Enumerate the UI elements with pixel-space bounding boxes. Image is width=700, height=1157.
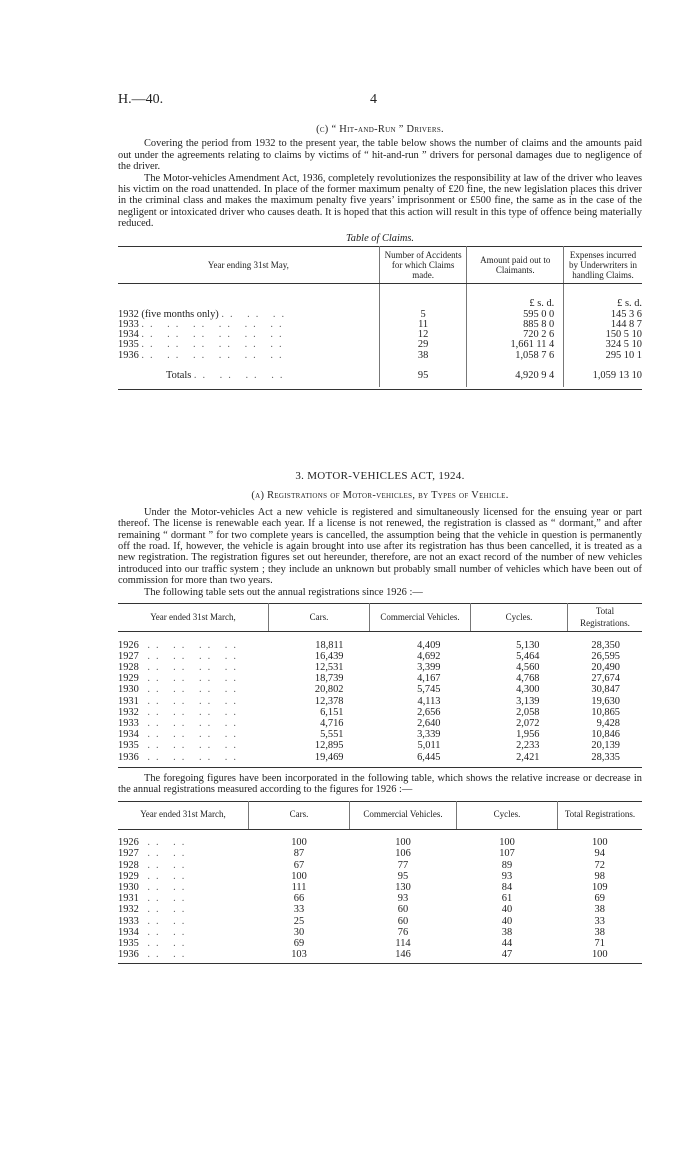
section-hit-and-run <box>118 124 642 390</box>
unit-label: £ s. d. <box>529 298 555 310</box>
rel-commercial: 93 <box>397 893 409 905</box>
reg-cycles: 2,058 <box>516 706 540 718</box>
rel-cycles: 93 <box>501 870 513 882</box>
reg-year: 1936 .. .. .. .. <box>118 751 242 763</box>
reg-commercial: 3,339 <box>417 729 441 741</box>
rel-commercial: 60 <box>397 904 409 916</box>
rel-cycles: 44 <box>501 937 513 949</box>
reg-cycles: 3,139 <box>516 695 540 707</box>
rel-cars: 111 <box>291 881 307 893</box>
reg-col-cars: Cars. <box>269 604 370 632</box>
rel-cars: 103 <box>291 949 307 961</box>
claims-row-count: 12 <box>379 330 467 340</box>
rel-cars: 69 <box>293 937 305 949</box>
rel-cars: 30 <box>293 926 305 938</box>
document-reference: H.—40. <box>118 92 164 107</box>
rel-cycles: 40 <box>501 915 513 927</box>
reg-commercial: 3,399 <box>417 661 441 673</box>
rel-commercial: 146 <box>395 949 411 961</box>
rel-cars: 100 <box>291 837 307 849</box>
rel-total: 69 <box>594 893 605 905</box>
registrations-table <box>118 603 642 763</box>
rel-commercial: 95 <box>397 870 409 882</box>
reg-total: 20,490 <box>591 661 620 673</box>
claims-col-expenses: Expenses incurred by Underwriters in handling Claims. <box>564 247 643 284</box>
rel-col-cars: Cars. <box>249 801 350 829</box>
claims-totals-label: Totals <box>166 370 192 382</box>
rel-year: 1934 .. .. <box>118 926 191 938</box>
reg-commercial: 5,745 <box>417 684 441 696</box>
reg-year: 1930 .. .. .. .. <box>118 684 242 696</box>
section-c-paragraph-1: Covering the period from 1932 to the present year, the table below shows the number of claims and the amounts paid out under the agreements relating to claims by victims of “ hit-and-run ” drivers for personal damages due to negligence of the driver. <box>118 138 642 173</box>
reg-cycles: 4,560 <box>516 661 540 673</box>
rel-cycles: 100 <box>499 837 515 849</box>
rel-total: 71 <box>594 937 605 949</box>
reg-cycles: 4,300 <box>516 684 540 696</box>
reg-total: 10,865 <box>591 706 620 718</box>
reg-col-commercial: Commercial Vehicles. <box>370 604 471 632</box>
divider <box>118 389 642 390</box>
rel-commercial: 100 <box>395 837 411 849</box>
rel-cars: 66 <box>293 893 305 905</box>
claims-row-count: 11 <box>379 320 467 330</box>
section-3-subtitle: (a) Registrations of Motor-vehicles, by Types of Vehicle. <box>251 490 509 502</box>
reg-year: 1929 .. .. .. .. <box>118 673 242 685</box>
reg-commercial: 6,445 <box>417 751 441 763</box>
reg-cars: 18,811 <box>315 639 344 651</box>
section-3-paragraph-1: Under the Motor-vehicles Act a new vehicle is registered and simultaneously licensed for the ensuing year or part thereof. The license is renewable each year. If a license is not renewed, the registration is classed as “ dormant,” and after remaining “ dormant ” for two complete years is cancelled, the assumption being that the vehicle in question is permanently off the road. If, however, the vehicle is again brought into use after its registration has thus been cancelled, it is treated as a new registration. The registration figures set out hereunder, therefore, are not an exact record of the number of new vehicles introduced into our traffic system ; they include an unknown but probably small number of vehicles which have been out of commission for more than two years. <box>118 506 642 587</box>
rel-year: 1931 .. .. <box>118 893 191 905</box>
rel-commercial: 106 <box>395 848 411 860</box>
rel-total: 38 <box>594 904 605 916</box>
reg-cars: 20,802 <box>314 684 344 696</box>
claims-row-year: 1936 <box>118 349 139 361</box>
rel-cars: 33 <box>293 904 305 916</box>
claims-row-paid: 595 0 0 <box>523 308 555 320</box>
reg-total: 26,595 <box>591 650 620 662</box>
reg-col-year: Year ended 31st March, <box>118 604 269 632</box>
rel-commercial: 76 <box>397 926 409 938</box>
rel-commercial: 130 <box>395 881 411 893</box>
reg-cycles: 2,421 <box>516 751 540 763</box>
rel-cycles: 38 <box>501 926 513 938</box>
rel-cycles: 84 <box>501 881 513 893</box>
reg-cars: 6,151 <box>320 706 344 718</box>
reg-commercial: 4,167 <box>417 673 441 685</box>
reg-commercial: 2,640 <box>417 717 441 729</box>
reg-total: 30,847 <box>591 684 620 696</box>
claims-row-paid: 1,661 11 4 <box>510 339 555 351</box>
rel-total: 100 <box>591 837 608 849</box>
reg-year: 1932 .. .. .. .. <box>118 706 242 718</box>
claims-row-expenses: 324 5 10 <box>605 339 642 351</box>
reg-col-cycles: Cycles. <box>471 604 568 632</box>
claims-row-year: 1935 <box>118 339 139 351</box>
reg-total: 9,428 <box>596 717 620 729</box>
rel-year: 1932 .. .. <box>118 904 191 916</box>
claims-col-year: Year ending 31st May, <box>118 247 379 284</box>
rel-year: 1927 .. .. <box>118 848 191 860</box>
rel-year: 1929 .. .. <box>118 870 191 882</box>
reg-year: 1934 .. .. .. .. <box>118 729 242 741</box>
reg-cars: 4,716 <box>320 717 344 729</box>
reg-total: 10,846 <box>591 729 620 741</box>
registrations-table-body <box>118 632 642 763</box>
page-number: 4 <box>370 92 377 107</box>
reg-commercial: 4,692 <box>417 650 441 662</box>
claims-row-paid: 720 2 6 <box>523 329 555 341</box>
claims-row-year: 1933 <box>118 318 139 330</box>
rel-commercial: 60 <box>397 915 409 927</box>
rel-col-total: Total Registrations. <box>558 801 643 829</box>
section-3-title: 3. MOTOR-VEHICLES ACT, 1924. <box>295 470 465 482</box>
reg-cars: 18,739 <box>314 673 344 685</box>
reg-cycles: 4,768 <box>516 673 540 685</box>
reg-year: 1926 .. .. .. .. <box>118 639 242 651</box>
rel-col-cycles: Cycles. <box>457 801 558 829</box>
reg-commercial: 4,113 <box>417 695 441 707</box>
claims-row-paid: 1,058 7 6 <box>515 349 555 361</box>
claims-row-expenses: 150 5 10 <box>605 329 642 341</box>
rel-total: 109 <box>591 881 608 893</box>
relative-registrations-table-body <box>118 829 642 960</box>
reg-total: 19,630 <box>591 695 620 707</box>
rel-commercial: 77 <box>397 859 409 871</box>
rel-cycles: 89 <box>501 859 513 871</box>
section-c-title: (c) “ Hit-and-Run ” Drivers. <box>316 124 444 135</box>
claims-table: Year ending 31st May, Number of Accidents for which Claims made. Amount paid out to Claimants. Expenses incurred by Underwriters in handling Claims. £ s. d. £ s. d. 1932 (five months only) .. .. .. 5 595 0 0 145 3 6 1933 .. .. .. .. .. .. 11 885 8 0 144 8 7 1934 .. .. .. .. .. .. 12 720 2 6 150 5 10 1935 .. .. .. .. .. .. 29 1,661 11 4 324 5 10 1936 .. .. .. .. .. .. 38 1,058 7 6 295 10 1 Totals .. .. .. .. 95 4,920 9 4 1,059 13 10 <box>118 246 642 387</box>
rel-cars: 100 <box>291 870 307 882</box>
reg-commercial: 4,409 <box>417 639 441 651</box>
rel-year: 1935 .. .. <box>118 937 191 949</box>
rel-total: 100 <box>591 949 608 961</box>
section-3-paragraph-2: The following table sets out the annual registrations since 1926 :— <box>144 586 423 598</box>
reg-year: 1933 .. .. .. .. <box>118 717 242 729</box>
reg-commercial: 2,656 <box>417 706 441 718</box>
reg-commercial: 5,011 <box>417 740 441 752</box>
rel-col-commercial: Commercial Vehicles. <box>350 801 457 829</box>
rel-year: 1936 .. .. <box>118 949 191 961</box>
reg-cars: 16,439 <box>314 650 344 662</box>
rel-total: 38 <box>594 926 605 938</box>
rel-year: 1928 .. .. <box>118 859 191 871</box>
rel-total: 33 <box>594 915 605 927</box>
claims-row-expenses: 295 10 1 <box>605 349 642 361</box>
rel-cars: 25 <box>293 915 305 927</box>
section-3-paragraph-3: The foregoing figures have been incorporated in the following table, which shows the relative increase or decrease in the annual registrations measured according to the figures for 1926 :— <box>118 772 642 796</box>
rel-total: 94 <box>594 848 605 860</box>
section-motor-vehicles-act <box>118 471 642 964</box>
claims-row-count: 29 <box>379 340 467 350</box>
claims-total-expenses: 1,059 13 10 <box>592 370 642 382</box>
claims-row-paid: 885 8 0 <box>523 318 555 330</box>
reg-total: 28,350 <box>591 639 620 651</box>
reg-year: 1931 .. .. .. .. <box>118 695 242 707</box>
reg-total: 27,674 <box>591 673 620 685</box>
reg-cycles: 2,072 <box>516 717 540 729</box>
claims-row-count: 38 <box>379 351 467 361</box>
reg-total: 20,139 <box>591 740 620 752</box>
reg-cycles: 5,464 <box>516 650 540 662</box>
claims-row-year: 1934 <box>118 329 139 341</box>
reg-year: 1935 .. .. .. .. <box>118 740 242 752</box>
reg-year: 1927 .. .. .. .. <box>118 650 242 662</box>
rel-commercial: 114 <box>395 937 411 949</box>
rel-cycles: 61 <box>501 893 513 905</box>
rel-year: 1930 .. .. <box>118 881 191 893</box>
relative-registrations-table <box>118 801 642 961</box>
section-c-paragraph-2: The Motor-vehicles Amendment Act, 1936, completely revolutionizes the responsibility at law of the driver who leaves his victim on the road unattended. In place of the former maximum penalty of £20 fine, the new legislation places this driver in the criminal class and makes the maximum penalty five years’ imprisonment or £500 fine, the same as in the case of the negligent or intoxicated driver who causes death. It is hoped that this action will result in this type of offence being materially reduced. <box>118 172 642 230</box>
claims-total-count: 95 <box>379 361 467 387</box>
divider <box>118 963 642 964</box>
reg-cars: 12,378 <box>314 695 344 707</box>
rel-cycles: 107 <box>499 848 515 860</box>
reg-cycles: 2,233 <box>516 740 540 752</box>
claims-row-count: 5 <box>379 310 467 320</box>
reg-cars: 12,895 <box>314 740 344 752</box>
rel-total: 72 <box>594 859 605 871</box>
reg-cars: 19,469 <box>314 751 344 763</box>
rel-cycles: 47 <box>501 949 513 961</box>
reg-cars: 5,551 <box>320 729 344 741</box>
claims-row-expenses: 145 3 6 <box>610 308 642 320</box>
table-of-claims-title: Table of Claims. <box>345 232 415 244</box>
rel-cars: 67 <box>293 859 305 871</box>
rel-col-year: Year ended 31st March, <box>118 801 249 829</box>
rel-cars: 87 <box>293 848 305 860</box>
reg-cars: 12,531 <box>314 661 344 673</box>
rel-year: 1926 .. .. <box>118 837 191 849</box>
reg-cycles: 1,956 <box>516 729 540 741</box>
reg-cycles: 5,130 <box>516 639 540 651</box>
rel-year: 1933 .. .. <box>118 915 191 927</box>
claims-total-paid: 4,920 9 4 <box>515 370 555 382</box>
unit-label: £ s. d. <box>617 298 642 310</box>
rel-total: 98 <box>594 870 605 882</box>
reg-col-total: Total Registrations. <box>568 604 643 632</box>
claims-col-accidents: Number of Accidents for which Claims made. <box>379 247 467 284</box>
claims-col-paid: Amount paid out to Claimants. <box>467 247 564 284</box>
divider <box>118 767 642 768</box>
claims-row-year: 1932 (five months only) <box>118 308 219 320</box>
reg-year: 1928 .. .. .. .. <box>118 661 242 673</box>
rel-cycles: 40 <box>501 904 513 916</box>
claims-row-expenses: 144 8 7 <box>610 318 642 330</box>
reg-total: 28,335 <box>591 751 620 763</box>
